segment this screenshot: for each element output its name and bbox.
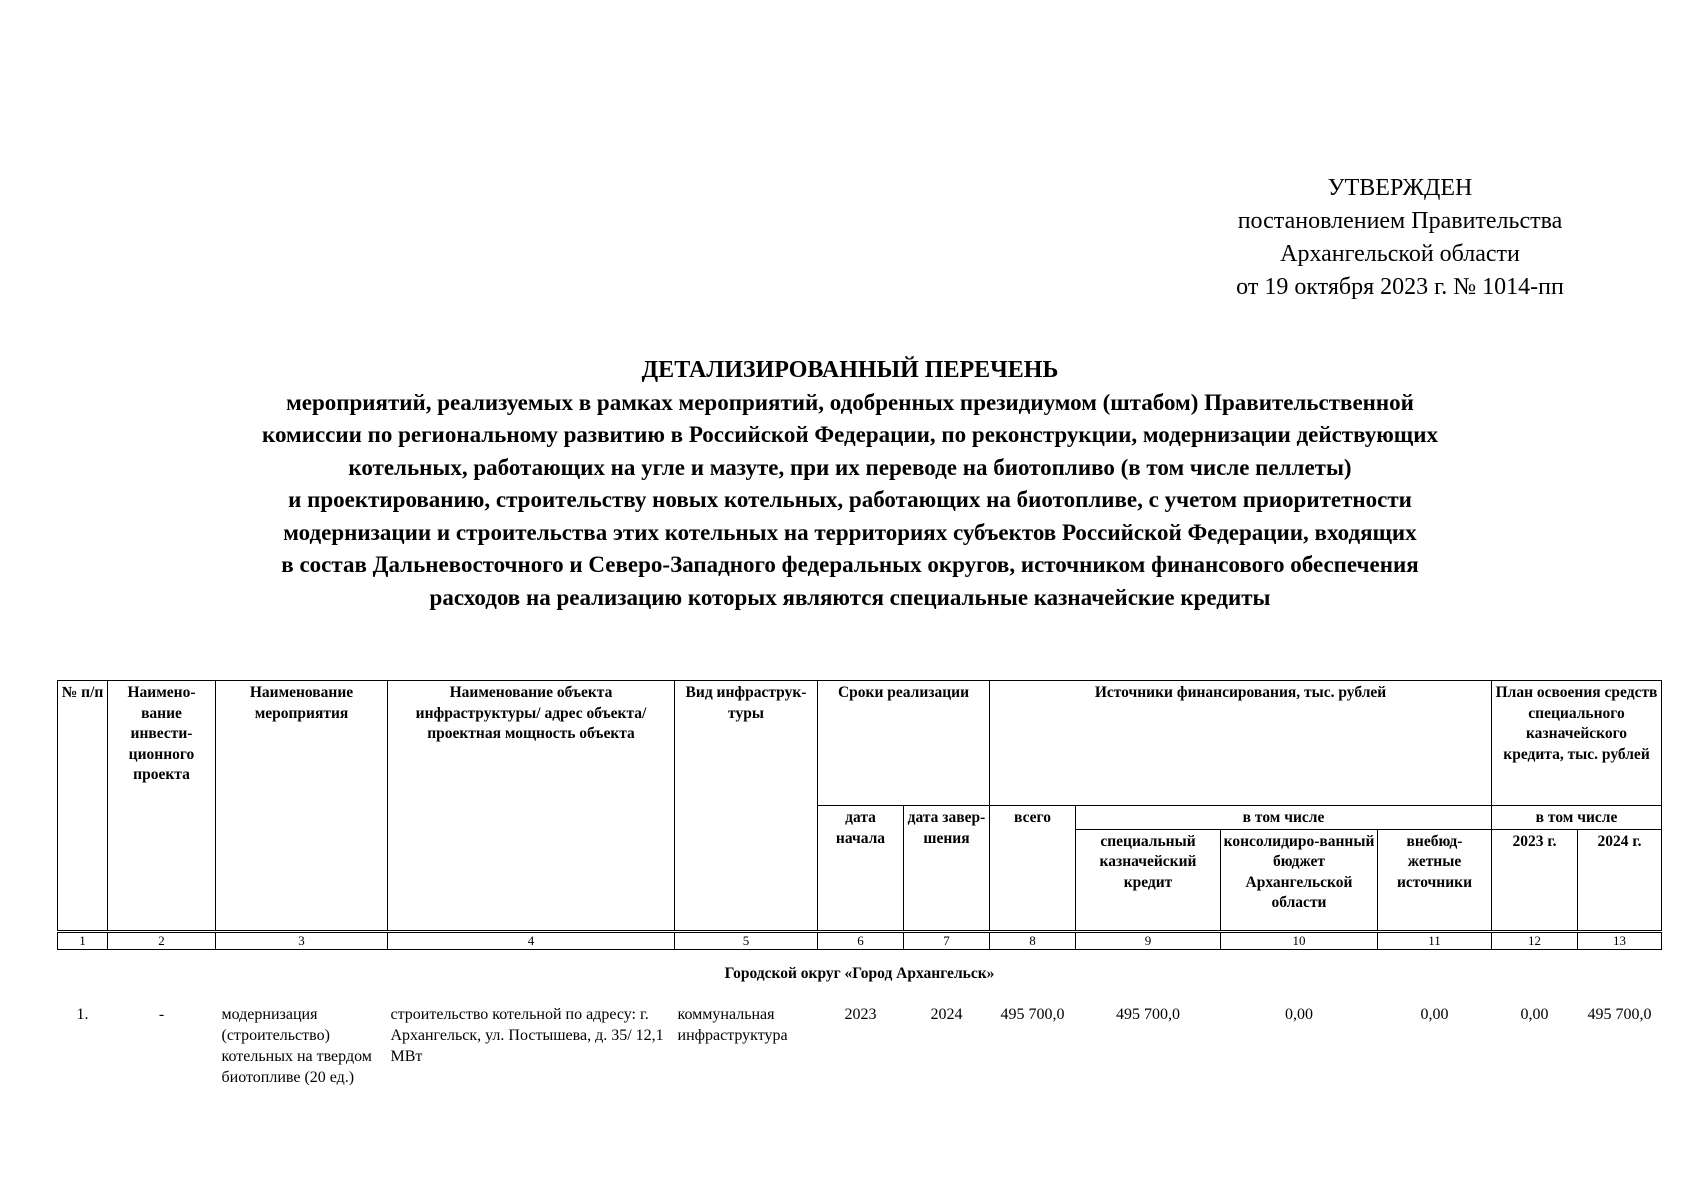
approval-line-1: УТВЕРЖДЕН bbox=[1327, 175, 1473, 201]
header-year-2023: 2023 г. bbox=[1492, 829, 1578, 931]
column-number: 5 bbox=[675, 931, 818, 949]
approval-line-3: Архангельской области bbox=[1280, 241, 1520, 267]
header-date-end: дата завер-шения bbox=[904, 806, 990, 932]
section-heading: Городской округ «Город Архангельск» bbox=[724, 964, 995, 982]
row-treasury-credit: 495 700,0 bbox=[1116, 1006, 1180, 1023]
row-object-name: строительство котельной по адресу: г. Архангельск, ул. Постышева, д. 35/ 12,1 МВт bbox=[390, 1006, 664, 1065]
title-line: в состав Дальневосточного и Северо-Западного федеральных округов, источником финансового обеспечения bbox=[281, 552, 1419, 577]
header-event-name: Наименование мероприятия bbox=[216, 681, 388, 932]
document-title bbox=[100, 354, 1600, 614]
row-event-name: модернизация (строительство) котельных на твердом биотопливе (20 ед.) bbox=[221, 1006, 372, 1086]
column-number: 10 bbox=[1221, 931, 1378, 949]
column-number: 13 bbox=[1578, 931, 1662, 949]
title-main: ДЕТАЛИЗИРОВАННЫЙ ПЕРЕЧЕНЬ bbox=[641, 357, 1059, 383]
column-number: 9 bbox=[1076, 931, 1221, 949]
header-object-name: Наименование объекта инфраструктуры/ адрес объекта/ проектная мощность объекта bbox=[388, 681, 675, 932]
row-total: 495 700,0 bbox=[1000, 1006, 1065, 1023]
header-treasury-credit: специальный казначейский кредит bbox=[1076, 829, 1221, 931]
header-terms: Сроки реализации bbox=[818, 681, 990, 806]
title-line: котельных, работающих на угле и мазуте, при их переводе на биотопливо (в том числе пеллеты) bbox=[348, 454, 1352, 480]
column-number: 11 bbox=[1378, 931, 1492, 949]
title-line: модернизации и строительства этих котельных на территориях субъектов Российской Федерации, входящих bbox=[283, 519, 1417, 545]
column-number: 4 bbox=[388, 931, 675, 949]
column-number: 8 bbox=[990, 931, 1076, 949]
row-invest-project: - bbox=[158, 1006, 165, 1023]
row-plan-2024: 495 700,0 bbox=[1587, 1006, 1652, 1023]
row-date-start: 2023 bbox=[844, 1006, 877, 1023]
row-consolidated-budget: 0,00 bbox=[1285, 1006, 1313, 1023]
title-line: мероприятий, реализуемых в рамках мероприятий, одобренных президиумом (штабом) Правительственной bbox=[286, 389, 1414, 415]
column-number: 3 bbox=[216, 931, 388, 949]
column-number: 6 bbox=[818, 931, 904, 949]
title-line: комиссии по региональному развитию в Российской Федерации, по реконструкции, модернизации действующих bbox=[262, 422, 1438, 447]
header-consolidated-budget: консолидиро-ванный бюджет Архангельской области bbox=[1221, 829, 1378, 931]
row-extrabudget: 0,00 bbox=[1420, 1006, 1449, 1023]
column-numbers-row bbox=[58, 931, 1662, 949]
header-plan-including: в том числе bbox=[1492, 806, 1662, 830]
column-number: 7 bbox=[904, 931, 990, 949]
header-infra-type: Вид инфраструк-туры bbox=[675, 681, 818, 932]
header-funding: Источники финансирования, тыс. рублей bbox=[990, 681, 1492, 806]
header-num: № п/п bbox=[58, 681, 108, 932]
header-invest-project: Наимено-вание инвести-ционного проекта bbox=[108, 681, 216, 932]
title-line: расходов на реализацию которых являются специальные казначейские кредиты bbox=[429, 584, 1271, 610]
header-including: в том числе bbox=[1076, 806, 1492, 830]
row-infra-type: коммунальная инфраструктура bbox=[677, 1006, 788, 1044]
row-date-end: 2024 bbox=[930, 1006, 963, 1023]
title-line: и проектированию, строительству новых котельных, работающих на биотопливе, с учетом приоритетности bbox=[288, 487, 1412, 512]
table-row bbox=[58, 998, 1662, 1094]
column-number: 1 bbox=[58, 931, 108, 949]
approval-stamp bbox=[1200, 172, 1600, 304]
row-num: 1. bbox=[76, 1006, 89, 1023]
header-year-2024: 2024 г. bbox=[1578, 829, 1662, 931]
header-plan: План освоения средств специального казначейского кредита, тыс. рублей bbox=[1492, 681, 1662, 806]
header-extrabudget: внебюд-жетные источники bbox=[1378, 829, 1492, 931]
column-number: 2 bbox=[108, 931, 216, 949]
events-table bbox=[57, 680, 1662, 1094]
approval-line-4: от 19 октября 2023 г. № 1014-пп bbox=[1236, 274, 1564, 300]
header-date-start: дата начала bbox=[818, 806, 904, 932]
approval-line-2: постановлением Правительства bbox=[1237, 208, 1563, 234]
row-plan-2023: 0,00 bbox=[1520, 1006, 1549, 1023]
header-total: всего bbox=[990, 806, 1076, 932]
column-number: 12 bbox=[1492, 931, 1578, 949]
